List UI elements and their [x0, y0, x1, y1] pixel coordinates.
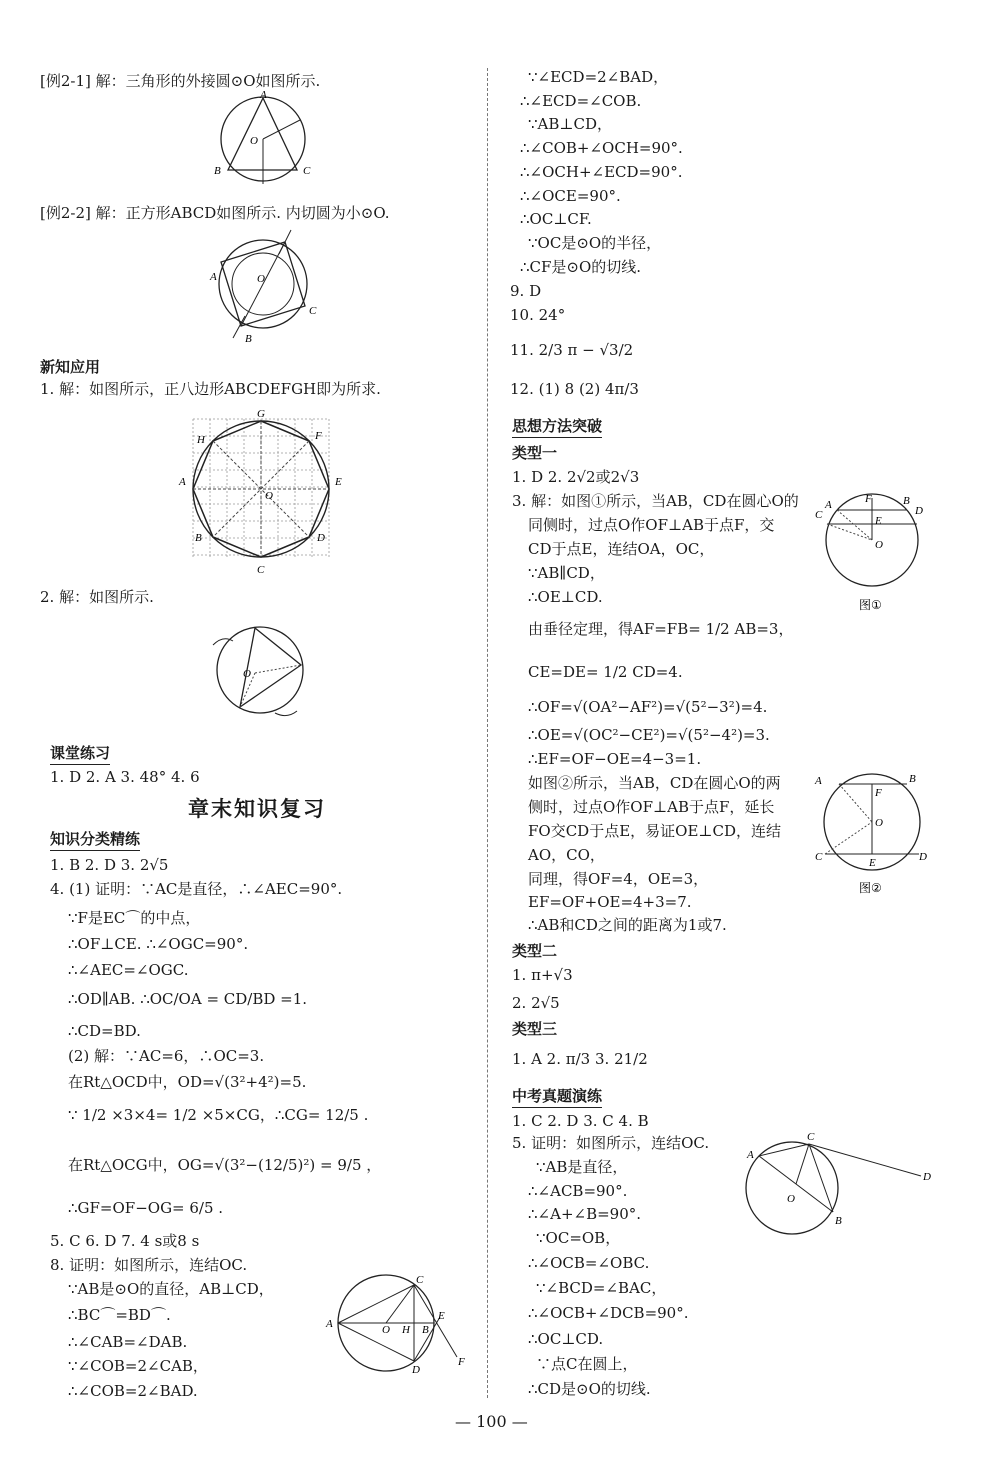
svg-text:B: B	[214, 165, 221, 177]
svg-text:B: B	[422, 1324, 429, 1336]
svg-text:A: A	[825, 499, 832, 511]
svg-text:O: O	[787, 1193, 795, 1205]
text-line: 11. 2/3 π − √3/2	[510, 341, 634, 359]
text-line: ∴OC⊥CD.	[528, 1330, 604, 1348]
text-line: ∵AB是⊙O的直径，AB⊥CD，	[68, 1280, 274, 1298]
text-line: ∴∠ACB=90°.	[528, 1182, 628, 1200]
svg-text:A: A	[747, 1149, 754, 1161]
svg-text:A: A	[326, 1318, 333, 1330]
text-line: ∵∠ECD=2∠BAD，	[528, 68, 669, 86]
text-line: 由垂径定理，得AF=FB= 1/2 AB=3，	[528, 620, 794, 638]
text-line: ∵AB是直径，	[536, 1158, 628, 1176]
text-line: 5. C 6. D 7. 4 s或8 s	[50, 1232, 200, 1250]
svg-text:O: O	[875, 539, 883, 551]
text-line: ∴CF是⊙O的切线.	[520, 258, 642, 276]
svg-text:C: C	[416, 1274, 424, 1286]
svg-text:B: B	[909, 773, 916, 785]
text-line: 2. 解：如图所示.	[40, 588, 154, 606]
figure-tangent-line	[745, 1128, 935, 1238]
text-line: ∴∠OCE=90°.	[520, 187, 621, 205]
text-line: FO交CD于点E，易证OE⊥CD，连结	[528, 822, 782, 840]
text-line: [例2-2] 解：正方形ABCD如图所示. 内切圆为小⊙O.	[40, 204, 390, 222]
column-divider	[487, 68, 488, 1398]
svg-text:C: C	[815, 851, 823, 863]
figure-circumcircle	[210, 89, 320, 190]
text-line: ∴EF=OF−OE=4−3=1.	[528, 750, 702, 768]
text-line: 1. 解：如图所示，正八边形ABCDEFGH即为所求.	[40, 380, 381, 398]
text-line: 1. D 2. A 3. 48° 4. 6	[50, 768, 200, 786]
figure-1-same-side	[815, 488, 930, 613]
svg-text:D: D	[915, 505, 923, 517]
text-line: ∴∠CAB=∠DAB.	[68, 1333, 188, 1351]
figure-caption: 图②	[859, 881, 882, 895]
figure-2-opposite-sides	[815, 770, 930, 895]
svg-text:B: B	[903, 495, 910, 507]
text-line: 1. B 2. D 3. 2√5	[50, 856, 169, 874]
text-line: 在Rt△OCD中，OD=√(3²+4²)=5.	[68, 1073, 307, 1091]
text-line: 1. C 2. D 3. C 4. B	[512, 1112, 649, 1130]
text-line: ∴BC⌒=BD⌒.	[68, 1306, 171, 1324]
text-line: ∴∠AEC=∠OGC.	[68, 961, 189, 979]
text-line: ∵∠COB=2∠CAB，	[68, 1357, 208, 1375]
text-line: AO，CO，	[528, 846, 605, 864]
svg-text:C: C	[309, 305, 317, 317]
figure-caption: 图①	[859, 598, 882, 612]
text-line: ∴∠OCB+∠DCB=90°.	[528, 1304, 689, 1322]
text-line: ∴OE⊥CD.	[528, 588, 603, 606]
figure-inscribed-triangle	[205, 615, 315, 725]
section-heading: 课堂练习	[50, 742, 110, 765]
section-heading: 思想方法突破	[512, 415, 602, 438]
text-line: (2) 解：∵AC=6，∴OC=3.	[68, 1047, 265, 1065]
text-line: ∴OF=√(OA²−AF²)=√(5²−3²)=4.	[528, 698, 768, 716]
svg-text:C: C	[303, 165, 311, 177]
text-line: ∴OC⊥CF.	[520, 210, 592, 228]
svg-text:A: A	[179, 476, 186, 488]
svg-text:A: A	[815, 775, 822, 787]
text-line: 8. 证明：如图所示，连结OC.	[50, 1256, 248, 1274]
text-line: 3. 解：如图①所示，当AB，CD在圆心O的	[512, 492, 799, 510]
svg-text:D: D	[919, 851, 927, 863]
text-line: ∵F是EC⌒的中点，	[68, 909, 201, 927]
section-heading: 类型二	[512, 942, 558, 960]
svg-text:D: D	[317, 532, 325, 544]
text-line: 同侧时，过点O作OF⊥AB于点F，交	[528, 516, 775, 534]
text-line: 10. 24°	[510, 306, 566, 324]
figure-square-incircle	[205, 228, 325, 346]
text-line: ∵ 1/2 ×3×4= 1/2 ×5×CG，∴CG= 12/5 .	[68, 1106, 369, 1124]
svg-text:B: B	[195, 532, 202, 544]
text-line: ∴CD=BD.	[68, 1022, 141, 1040]
svg-text:E: E	[869, 857, 876, 869]
page-number: — 100 —	[455, 1412, 528, 1431]
text-line: 12. (1) 8 (2) 4π/3	[510, 380, 639, 398]
text-line: [例2-1] 解：三角形的外接圆⊙O如图所示.	[40, 72, 321, 90]
text-line: ∴OD∥AB. ∴OC/OA = CD/BD =1.	[68, 990, 308, 1008]
text-line: 1. A 2. π/3 3. 21/2	[512, 1050, 648, 1068]
svg-text:O: O	[265, 490, 273, 502]
svg-text:E: E	[875, 515, 882, 527]
svg-text:C: C	[257, 564, 265, 576]
svg-text:E: E	[335, 476, 342, 488]
text-line: 1. π+√3	[512, 966, 573, 984]
svg-text:D: D	[923, 1171, 931, 1183]
figure-tangent-proof	[322, 1275, 472, 1375]
text-line: ∵AB⊥CD，	[528, 115, 613, 133]
text-line: ∵AB∥CD，	[528, 564, 605, 582]
text-line: ∴∠COB+∠OCH=90°.	[520, 139, 683, 157]
text-line: ∴∠COB=2∠BAD.	[68, 1382, 198, 1400]
section-heading: 类型三	[512, 1020, 558, 1038]
text-line: 侧时，过点O作OF⊥AB于点F，延长	[528, 798, 775, 816]
section-heading: 新知应用	[40, 358, 101, 376]
svg-text:D: D	[412, 1364, 420, 1376]
text-line: ∵点C在圆上，	[536, 1355, 638, 1373]
text-line: ∴GF=OF−OG= 6/5 .	[68, 1199, 224, 1217]
svg-text:F: F	[458, 1356, 465, 1368]
svg-text:O: O	[875, 817, 883, 829]
chapter-title: 章末知识复习	[188, 797, 326, 821]
text-line: ∴CD是⊙O的切线.	[528, 1380, 651, 1398]
text-line: ∵∠BCD=∠BAC，	[536, 1279, 667, 1297]
svg-text:O: O	[243, 668, 251, 680]
svg-text:F: F	[315, 430, 322, 442]
section-heading: 类型一	[512, 444, 558, 462]
svg-text:H: H	[402, 1324, 410, 1336]
svg-text:G: G	[257, 408, 265, 420]
text-line: ∵OC=OB，	[536, 1229, 621, 1247]
text-line: ∴∠A+∠B=90°.	[528, 1205, 642, 1223]
svg-text:O: O	[250, 135, 258, 147]
text-line: ∴∠ECD=∠COB.	[520, 92, 642, 110]
text-line: CE=DE= 1/2 CD=4.	[528, 663, 683, 681]
text-line: 4. (1) 证明：∵AC是直径，∴∠AEC=90°.	[50, 880, 343, 898]
text-line: ∴∠OCB=∠OBC.	[528, 1254, 650, 1272]
text-line: 同理，得OF=4，OE=3，	[528, 870, 709, 888]
text-line: EF=OF+OE=4+3=7.	[528, 893, 692, 911]
text-line: ∵OC是⊙O的半径，	[528, 234, 662, 252]
text-line: 9. D	[510, 282, 542, 300]
text-line: CD于点E，连结OA，OC，	[528, 540, 715, 558]
svg-text:B: B	[245, 333, 252, 345]
text-line: 1. D 2. 2√2或2√3	[512, 468, 640, 486]
text-line: 如图②所示，当AB，CD在圆心O的两	[528, 774, 781, 792]
section-heading: 知识分类精练	[50, 828, 140, 851]
svg-text:A: A	[260, 89, 267, 101]
figure-octagon-grid	[175, 405, 355, 577]
text-line: ∴AB和CD之间的距离为1或7.	[528, 916, 727, 934]
svg-text:C: C	[815, 509, 823, 521]
text-line: ∴∠OCH+∠ECD=90°.	[520, 163, 683, 181]
text-line: 2. 2√5	[512, 994, 560, 1012]
svg-text:A: A	[210, 271, 217, 283]
text-line: ∴OE=√(OC²−CE²)=√(5²−4²)=3.	[528, 726, 770, 744]
svg-text:F: F	[875, 787, 882, 799]
text-line: ∴OF⊥CE. ∴∠OGC=90°.	[68, 935, 249, 953]
text-line: 在Rt△OCG中，OG=√(3²−(12/5)²) = 9/5 ，	[68, 1156, 382, 1174]
svg-text:O: O	[382, 1324, 390, 1336]
svg-text:E: E	[438, 1310, 445, 1322]
text-line: 5. 证明：如图所示，连结OC.	[512, 1134, 710, 1152]
svg-text:O: O	[257, 273, 265, 285]
svg-text:H: H	[197, 434, 205, 446]
svg-text:F: F	[865, 493, 872, 505]
svg-text:B: B	[835, 1215, 842, 1227]
section-heading: 中考真题演练	[512, 1085, 602, 1108]
svg-text:C: C	[807, 1131, 815, 1143]
